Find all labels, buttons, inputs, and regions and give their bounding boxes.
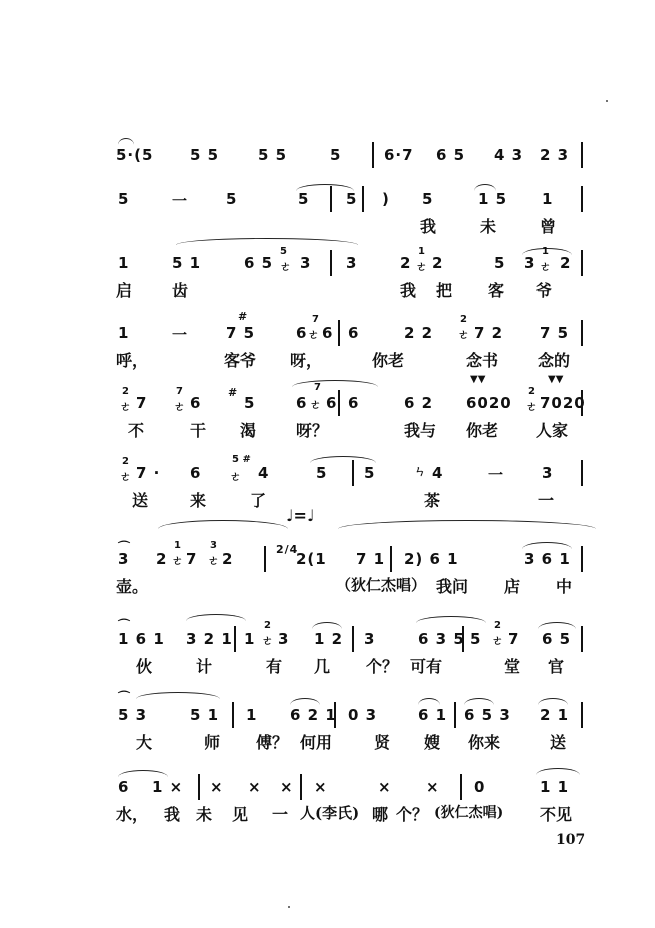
lyric: 曾 <box>540 217 557 236</box>
barline <box>581 546 583 572</box>
barline <box>390 546 392 572</box>
lyric: 我 <box>164 805 181 824</box>
note: 3 <box>118 550 130 568</box>
note: 1 <box>118 254 130 272</box>
note: × <box>314 778 328 796</box>
note: 7 1 <box>356 550 386 568</box>
lyric: 个？ <box>366 657 399 676</box>
lyric: 了 <box>250 491 267 510</box>
barline <box>581 460 583 486</box>
note: 4 3 <box>494 146 524 164</box>
grace-symbol: ㄜ <box>262 634 273 647</box>
note: 3 <box>364 630 376 648</box>
note: 6 <box>190 394 202 412</box>
grace-symbol: ㄜ <box>540 260 551 273</box>
note: 6 <box>296 394 308 412</box>
grace-note: 1 <box>174 540 181 551</box>
note: 4 <box>258 464 270 482</box>
note: 5 5 <box>258 146 288 164</box>
barline <box>264 546 266 572</box>
lyric: 呀？ <box>296 421 329 440</box>
note: 7020 <box>540 394 586 412</box>
barline <box>460 774 462 800</box>
grace-symbol: ㄜ <box>492 634 503 647</box>
lyric: 启 <box>116 281 133 300</box>
lyric: 傅？ <box>256 733 289 752</box>
note: 6 2 1 <box>290 706 337 724</box>
lyric: 贤 <box>374 733 391 752</box>
note: 一 <box>172 192 189 210</box>
lyric: 我与 <box>404 421 437 440</box>
staff-system-10 <box>0 772 655 828</box>
barline <box>234 626 236 652</box>
lyric: 干 <box>190 421 207 440</box>
grace-symbol: ㄜ <box>416 260 427 273</box>
note: 5 1 <box>190 706 220 724</box>
sharp-mark: # <box>238 310 248 323</box>
lyric: 人家 <box>536 421 569 440</box>
grace-symbol: ㄜ <box>120 470 131 483</box>
note: 2 <box>432 254 444 272</box>
lyric: 送 <box>132 491 149 510</box>
staff-system-2 <box>0 184 655 240</box>
tempo-marking <box>158 506 598 532</box>
lyric: 嫂 <box>424 733 441 752</box>
sharp-mark: # <box>228 386 238 399</box>
barline <box>232 702 234 728</box>
note: 3 2 1 <box>186 630 233 648</box>
note: 5 <box>422 190 434 208</box>
lyric: 一 <box>538 491 555 510</box>
grace-symbol: ㄜ <box>308 328 319 341</box>
grace-note: 2 <box>528 386 535 397</box>
note: 6 5 <box>542 630 572 648</box>
note: 5 <box>298 190 310 208</box>
lyric: 堂 <box>504 657 521 676</box>
lyric: 齿 <box>172 281 189 300</box>
note: 5·(5 <box>116 146 154 164</box>
note: 6 <box>348 324 360 342</box>
note: 1 6 1 <box>118 630 165 648</box>
lyric: 呼， <box>116 351 149 370</box>
note: 3 <box>346 254 358 272</box>
grace-symbol: ㄣ <box>414 464 427 478</box>
lyric: 哪 <box>372 805 389 824</box>
note: 0 3 <box>348 706 378 724</box>
note: 3 <box>542 464 554 482</box>
note: 2 <box>222 550 234 568</box>
lyric: (狄仁杰唱) <box>434 805 504 821</box>
barline <box>581 702 583 728</box>
lyric: 伙 <box>136 657 153 676</box>
grace-note: 5 <box>280 246 287 257</box>
note: 1 <box>244 630 256 648</box>
barline <box>338 320 340 346</box>
grace-symbol: ㄜ <box>120 400 131 413</box>
barline <box>454 702 456 728</box>
lyric: 爷 <box>536 281 553 300</box>
note: 5 <box>244 394 256 412</box>
grace-note: 5 # <box>232 454 251 465</box>
lyric: 壶。 <box>116 577 149 596</box>
note: ) <box>382 190 390 208</box>
note: 7 · <box>136 464 161 482</box>
lyric: 呀， <box>290 351 323 370</box>
lyric: 念的 <box>538 351 571 370</box>
staff-system-3 <box>0 248 655 304</box>
accent-marks: ▼▼ <box>548 374 564 385</box>
grace-symbol: ㄜ <box>280 260 291 273</box>
note: 5 3 <box>118 706 148 724</box>
note: 2 3 <box>540 146 570 164</box>
lyric: 有 <box>266 657 283 676</box>
barline <box>581 390 583 416</box>
note: 1 1 <box>540 778 570 796</box>
lyric: 把 <box>436 281 453 300</box>
lyric: 我 <box>420 217 437 236</box>
slur-hook: ⌒ <box>118 540 131 554</box>
note: 5 <box>364 464 376 482</box>
note: 7 5 <box>540 324 570 342</box>
lyric: 水， <box>116 805 149 824</box>
note: 2 <box>400 254 412 272</box>
note: 5 <box>226 190 238 208</box>
grace-note: 2 <box>460 314 467 325</box>
note: 6 5 3 <box>464 706 511 724</box>
barline <box>372 142 374 168</box>
note: 2 1 <box>540 706 570 724</box>
note: 3 <box>524 254 536 272</box>
note: 5 1 <box>172 254 202 272</box>
note: 1 <box>542 190 554 208</box>
lyric: 何用 <box>300 733 333 752</box>
lyric: 见 <box>232 805 249 824</box>
lyric: 可有 <box>410 657 443 676</box>
note: 6 2 <box>404 394 434 412</box>
grace-note: 1 <box>418 246 425 257</box>
lyric: 不 <box>128 421 145 440</box>
grace-symbol: ㄜ <box>526 400 537 413</box>
lyric: 一 <box>272 805 289 824</box>
note: 3 <box>278 630 290 648</box>
lyric: 渴 <box>240 421 257 440</box>
slur-hook: ⌒ <box>118 618 131 632</box>
grace-symbol: ㄜ <box>310 398 321 411</box>
note: 7 <box>508 630 520 648</box>
grace-note: 2 <box>494 620 501 631</box>
lyric: 店 <box>504 577 521 596</box>
note: 一 <box>488 466 505 484</box>
lyric: 个？ <box>396 805 429 824</box>
barline <box>330 186 332 212</box>
page-number: 107 <box>556 832 586 848</box>
note: 5 <box>346 190 358 208</box>
lyric: 我 <box>400 281 417 300</box>
barline <box>198 774 200 800</box>
note: 6·7 <box>384 146 414 164</box>
grace-symbol: ㄜ <box>230 470 241 483</box>
lyric: 几 <box>314 657 331 676</box>
note: 一 <box>172 326 189 344</box>
note: 7 <box>136 394 148 412</box>
lyric: 你来 <box>468 733 501 752</box>
staff-system-8 <box>0 618 655 680</box>
scan-speck <box>288 906 290 908</box>
note: 1 <box>246 706 258 724</box>
grace-note: 1 <box>542 246 549 257</box>
grace-note: 2 <box>122 386 129 397</box>
lyric: 中 <box>556 577 573 596</box>
grace-symbol: ㄜ <box>208 554 219 567</box>
note: 5 <box>470 630 482 648</box>
lyric: 茶 <box>424 491 441 510</box>
lyric: 你老 <box>466 421 499 440</box>
barline <box>581 186 583 212</box>
note: 4 <box>432 464 444 482</box>
scan-speck <box>606 100 608 102</box>
grace-symbol: ㄜ <box>172 554 183 567</box>
accent-marks: ▼▼ <box>470 374 486 385</box>
note: 5 <box>316 464 328 482</box>
lyric: 送 <box>550 733 567 752</box>
note: 5 <box>494 254 506 272</box>
note: 6 <box>296 324 308 342</box>
note: 1 5 <box>478 190 508 208</box>
grace-symbol: ㄜ <box>174 400 185 413</box>
lyric: 官 <box>548 657 565 676</box>
grace-note: 7 <box>176 386 183 397</box>
note: 6 3 5 <box>418 630 465 648</box>
note: × <box>280 778 294 796</box>
note: 2(1 <box>296 550 327 568</box>
note: 1 × <box>152 778 184 796</box>
lyric: 你老 <box>372 351 405 370</box>
barline <box>581 250 583 276</box>
note: 7 5 <box>226 324 256 342</box>
staff-system-9 <box>0 690 655 756</box>
note: 7 <box>186 550 198 568</box>
lyric: 未 <box>480 217 497 236</box>
lyric: 客 <box>488 281 505 300</box>
grace-note: 7 <box>314 382 321 393</box>
grace-symbol: ㄜ <box>458 328 469 341</box>
note: × <box>248 778 262 796</box>
lyric: 来 <box>190 491 207 510</box>
note: 6 5 <box>244 254 274 272</box>
grace-note: 2 <box>122 456 129 467</box>
barline <box>462 626 464 652</box>
note: 3 6 1 <box>524 550 571 568</box>
lyric: 师 <box>204 733 221 752</box>
note: × <box>378 778 392 796</box>
note: × <box>210 778 224 796</box>
barline <box>352 460 354 486</box>
note: 2) 6 1 <box>404 550 459 568</box>
lyric: 计 <box>196 657 213 676</box>
time-signature: 2/4 <box>276 543 299 556</box>
lyric: 我问 <box>436 577 469 596</box>
note: 6020 <box>466 394 512 412</box>
barline <box>334 702 336 728</box>
staff-system-7 <box>0 540 655 600</box>
note: 5 5 <box>190 146 220 164</box>
note: 2 2 <box>404 324 434 342</box>
note: 7 2 <box>474 324 504 342</box>
note: 2 <box>560 254 572 272</box>
note: 3 <box>300 254 312 272</box>
lyric: 客爷 <box>224 351 257 370</box>
staff-system-4 <box>0 310 655 374</box>
note: 5 <box>330 146 342 164</box>
note: 1 <box>118 324 130 342</box>
barline <box>581 142 583 168</box>
lyric: （狄仁杰唱） <box>336 576 427 594</box>
barline <box>352 626 354 652</box>
note: 6 5 <box>436 146 466 164</box>
note: 0 <box>474 778 486 796</box>
barline <box>300 774 302 800</box>
grace-note: 7 <box>312 314 319 325</box>
barline <box>581 320 583 346</box>
note: 2 <box>156 550 168 568</box>
grace-note: 2 <box>264 620 271 631</box>
lyric: 未 <box>196 805 213 824</box>
tempo-text: ♩=♩ <box>286 506 315 525</box>
staff-system-5 <box>0 374 655 444</box>
slur-hook: ⌒ <box>118 690 131 704</box>
note: × <box>426 778 440 796</box>
barline <box>338 390 340 416</box>
note: 6 <box>326 394 338 412</box>
lyric: 人(李氏) <box>300 804 360 822</box>
lyric: 不见 <box>540 805 573 824</box>
note: 1 2 <box>314 630 344 648</box>
lyric: 大 <box>136 733 153 752</box>
note: 6 <box>348 394 360 412</box>
note: 6 1 <box>418 706 448 724</box>
barline <box>581 626 583 652</box>
note: 6 <box>322 324 334 342</box>
lyric: 念书 <box>466 351 499 370</box>
barline <box>362 186 364 212</box>
barline <box>330 250 332 276</box>
note: 6 <box>190 464 202 482</box>
note: 6 <box>118 778 130 796</box>
note: 5 <box>118 190 130 208</box>
grace-note: 3 <box>210 540 217 551</box>
